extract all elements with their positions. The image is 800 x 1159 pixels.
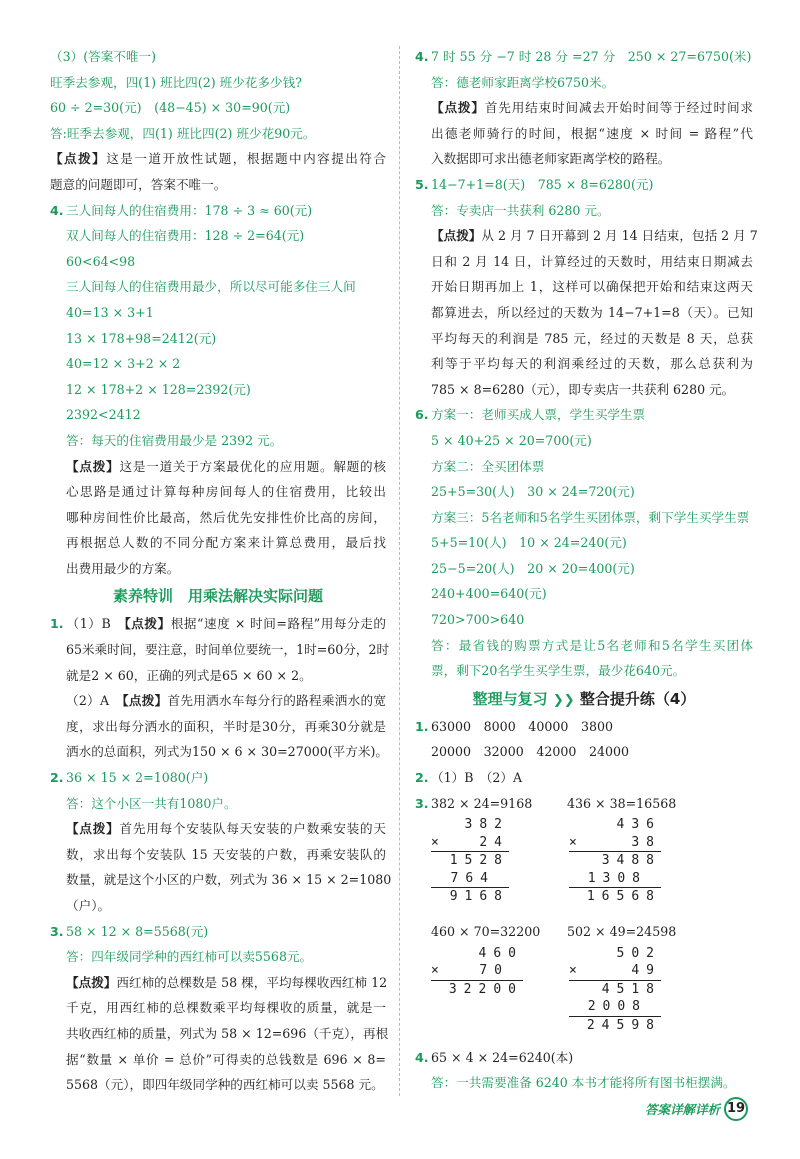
tip-line: 利等于平均每天的利润乘经过的天数，那么总获利为 [431, 356, 753, 372]
page-number: 19 [724, 1097, 748, 1121]
tip-line: 千克，用西红柿的总棵数乘平均每棵收的质量，就是一 [66, 1000, 386, 1016]
answer-line: 答：四年级同学种的西红柿可以卖5568元。 [66, 949, 313, 965]
answer-line: 5+5=10(人) 10 × 24=240(元) [431, 535, 627, 551]
answer-line: 方案三：5名老师和5名学生买团体票，剩下学生买学生票 [431, 509, 750, 525]
equation: 436 × 38=16568 [567, 795, 677, 811]
equation: 502 × 49=24598 [567, 924, 677, 940]
page-footer [645, 1097, 748, 1121]
tip-line: 数，求出每个安装队 15 天安装的户数，再乘安装队的 [66, 846, 386, 862]
question-number: 2. [415, 770, 429, 786]
footer-label: 答案详解详析 [644, 1102, 720, 1117]
tip-label: 【点拨】 [431, 100, 485, 116]
tip-line: 都算进去，所以经过的天数为 14−7+1=8（天）。已知 [431, 304, 753, 320]
tip-line: 数量，就是这个小区的户数，列式为 36 × 15 × 2=1080 [66, 872, 392, 888]
problem-3: 3. 382 × 24=9168 436 × 38=16568 [415, 791, 753, 817]
section-title: 素养特训 用乘法解决实际问题 [112, 587, 323, 606]
tip-line: 【点拨】西红柿的总棵数是 58 棵，平均每棵收西红柿 12 [66, 974, 388, 990]
tip-label: 【点拨】 [122, 693, 168, 709]
answer-line: （3）(答案不唯一) [50, 49, 156, 64]
tip-line: 出费用最少的方案。 [66, 560, 180, 576]
vertical-multiplication: 382 × 24 1528 764 9168 [431, 817, 509, 905]
tip-line: （户）。 [66, 898, 111, 913]
double-chevron-icon: ❯❯ [552, 692, 575, 708]
equations-row: 460 × 70=32200 502 × 49=24598 [415, 919, 753, 945]
answer-line: 双人间每人的住宿费用：128 ÷ 2=64(元) [66, 228, 305, 244]
answer-line: 25+5=30(人) 30 × 24=720(元) [431, 484, 635, 500]
tip-line: 5568（元），即四年级同学种的西红柿可以卖 5568 元。 [66, 1077, 384, 1093]
tip-line: 【点拨】首先用结束时间减去开始时间等于经过时间求 [431, 100, 754, 116]
tip-line: 就是2 × 60，正确的列式是65 × 60 × 2。 [66, 667, 312, 683]
tip-line: 65米乘时间，要注意，时间单位要统一，1时=60分，2时 [66, 642, 390, 658]
problem-1: 1. 63000 8000 40000 3800 [415, 714, 753, 740]
tip-line: 共收西红柿的质量，列式为 58 × 12=696（千克），再根 [66, 1025, 389, 1041]
question-number: 4. [415, 1049, 429, 1065]
tip-line: 据“数量 × 单价 = 总价”可得卖的总钱数是 696 × 8= [66, 1051, 386, 1067]
answer-line: 旺季去参观，四(1) 班比四(2) 班少花多少钱? [50, 74, 302, 90]
question-number: 2. [50, 770, 64, 786]
answer-line: 40=12 × 3+2 × 2 [66, 356, 181, 372]
answer-line: 答：最省钱的购票方式是让5名老师和5名学生买团体 [431, 637, 753, 653]
left-column [50, 44, 392, 1098]
tip-line: 日和 2 月 14 日，计算经过的天数时，用结束日期减去 [431, 253, 753, 269]
tip-line: 哪种房间性价比最高，然后优先安排性价比高的房间， [66, 509, 386, 525]
answer-line: 答：专卖店一共获利 6280 元。 [431, 202, 610, 218]
question-number: 3. [415, 795, 429, 811]
tip-line: 再根据总人数的不同分配方案来计算总费用，最后找 [66, 535, 386, 551]
answer-line: 答：德老师家距离学校6750米。 [431, 74, 615, 90]
problem-2: 2. （1）B （2）A [415, 765, 753, 791]
question-number: 4. [415, 49, 429, 64]
question-number: 1. [415, 718, 429, 734]
vertical-multiplication: 502 × 49 4518 2008 24598 [569, 945, 661, 1033]
answer-line: 20000 32000 42000 24000 [431, 744, 630, 760]
question-4: 4. 三人间每人的住宿费用：178 ÷ 3 ≈ 60(元) [50, 198, 386, 224]
tip-line: 心思路是通过计算每种房间每人的住宿费用，比较出 [66, 484, 386, 500]
problem-4: 4. 65 × 4 × 24=6240(本) [415, 1045, 753, 1071]
vertical-calcs-row1 [415, 816, 753, 919]
tip-line: 洒水的总面积，列式为150 × 6 × 30=27000(平方米)。 [66, 744, 388, 760]
vertical-multiplication: 436 × 38 3488 1308 16568 [569, 817, 661, 905]
question-3: 3. 58 × 12 × 8=5568(元) [50, 919, 386, 945]
answer-line: 40=13 × 3+1 [66, 304, 154, 320]
answer-line: 方案二：全买团体票 [431, 458, 545, 474]
question-5: 5. 14−7+1=8(天) 785 × 8=6280(元) [415, 172, 753, 198]
answer-line: 三人间每人的住宿费用最少，所以尽可能多住三人间 [66, 279, 356, 295]
column-divider [399, 46, 400, 1096]
tip-label: 【点拨】 [431, 228, 482, 244]
answer-line: 答：这个小区一共有1080户。 [66, 795, 237, 811]
answer-line: 60<64<98 [66, 253, 136, 269]
tip-line: 平均每天的利润是 785 元，经过的天数是 8 天，总获 [431, 330, 753, 346]
tip-line: 出德老师骑行的时间，根据“速度 × 时间 = 路程”代 [431, 125, 753, 141]
tip-line: 【点拨】首先用每个安装队每天安装的户数乘安装的天 [66, 821, 387, 837]
tip-line: （2）A 【点拨】首先用洒水车每分行的路程乘洒水的宽 [66, 693, 387, 709]
tip-line: 开始日期再加上 1，这样可以确保把开始和结束这两天 [431, 279, 753, 295]
answer-line: 答:旺季去参观，四(1) 班比四(2) 班少花90元。 [50, 125, 316, 141]
question-1: 1. （1）B 【点拨】根据“速度 × 时间=路程”用每分走的 [50, 611, 386, 637]
question-6: 6. 方案一：老师买成人票，学生买学生票 [415, 402, 753, 428]
tip-label: 【点拨】 [66, 821, 120, 837]
answer-line: 12 × 178+2 × 128=2392(元) [66, 381, 251, 397]
answer-line: 答：每天的住宿费用最少是 2392 元。 [66, 432, 283, 448]
tip-line: 度，求出每分洒水的面积，半时是30分，再乘30分就是 [66, 718, 386, 734]
question-2: 2. 36 × 15 × 2=1080(户) [50, 765, 386, 791]
question-number: 4. [50, 202, 64, 218]
right-column [415, 44, 758, 1096]
tip-line: 785 × 8=6280（元），即专卖店一共获利 6280 元。 [431, 381, 735, 397]
tip-line: 【点拨】这是一道关于方案最优化的应用题。解题的核 [66, 458, 387, 474]
answer-line: 5 × 40+25 × 20=700(元) [431, 432, 592, 448]
tip-line: 【点拨】这是一道开放性试题，根据题中内容提出符合 [50, 151, 387, 167]
answer-line: 票，剩下20名学生买学生票，最少花640元。 [431, 663, 686, 679]
tip-line: 题意的问题即可，答案不唯一。 [50, 176, 227, 192]
question-number: 1. [50, 616, 64, 632]
question-4: 4. 7 时 55 分 −7 时 28 分 =27 分 250 × 27=6750(米) [415, 44, 753, 70]
answer-line: 13 × 178+98=2412(元) [66, 330, 217, 346]
answer-line: 2392<2412 [66, 407, 141, 423]
tip-label: 【点拨】 [66, 458, 120, 474]
answer-line: 25−5=20(人) 20 × 20=400(元) [431, 560, 635, 576]
tip-label: 【点拨】 [124, 616, 171, 632]
answer-line: 60 ÷ 2=30(元) (48−45) × 30=90(元) [50, 100, 291, 116]
tip-line: 入数据即可求出德老师家距离学校的路程。 [431, 151, 671, 167]
vertical-multiplication: 460 × 70 32200 [431, 945, 523, 997]
tip-label: 【点拨】 [50, 151, 107, 167]
question-number: 6. [415, 407, 429, 423]
tip-label: 【点拨】 [66, 974, 117, 990]
question-number: 3. [50, 923, 64, 939]
answer-line: 720>700>640 [431, 612, 525, 628]
answer-line: 答：一共需要准备 6240 本书才能将所有图书柜摆满。 [431, 1075, 736, 1091]
answer-line: 240+400=640(元) [431, 586, 547, 602]
tip-line: 【点拨】从 2 月 7 日开幕到 2 月 14 日结束，包括 2 月 7 [431, 228, 758, 244]
question-number: 5. [415, 176, 429, 192]
vertical-calcs-row2 [415, 945, 753, 1045]
section-title: 整理与复习 ❯❯ 整合提升练（4） [472, 689, 696, 708]
